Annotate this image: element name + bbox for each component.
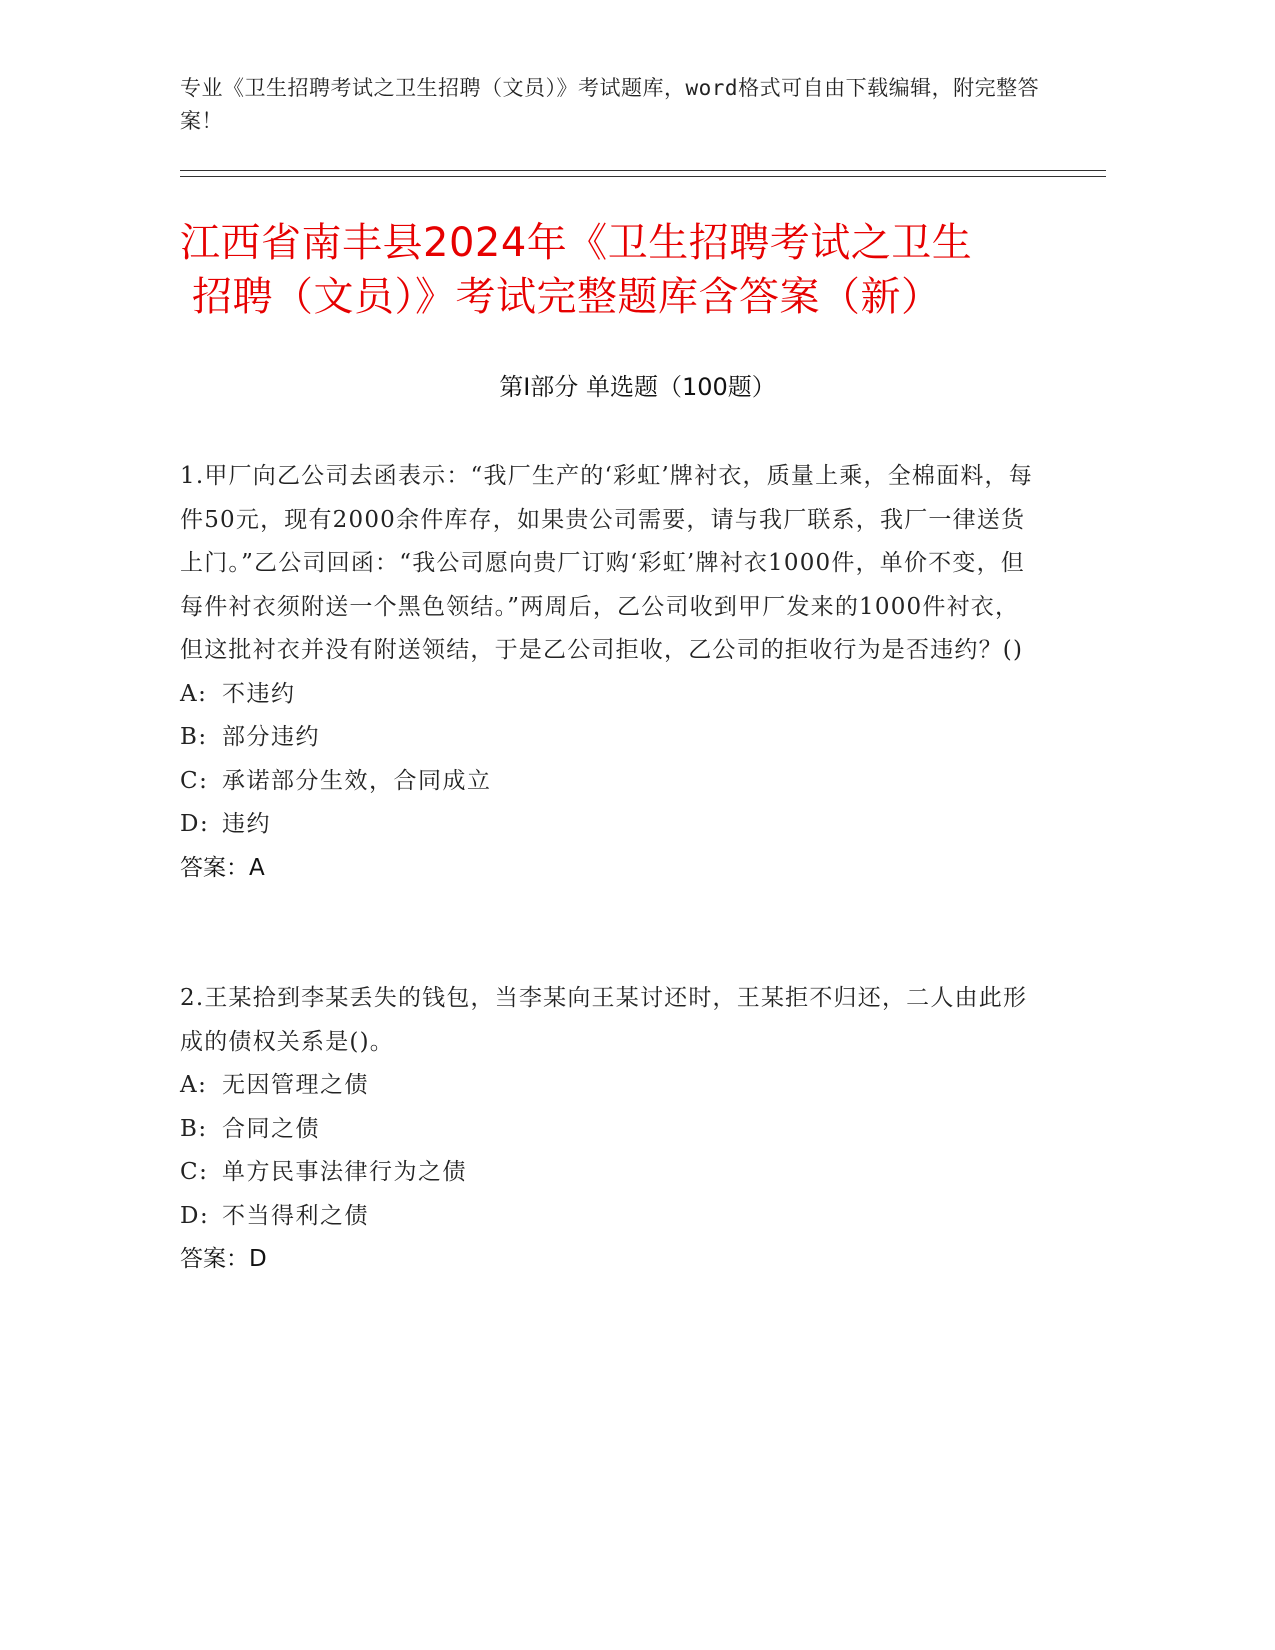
document-title-line1: 江西省南丰县2024年《卫生招聘考试之卫生	[180, 220, 973, 266]
answer-line: 答案：A	[180, 854, 265, 881]
option-key: C:	[180, 1159, 209, 1185]
option-a	[180, 1064, 1040, 1108]
header-divider-top	[180, 170, 1106, 171]
answer-line: 答案：D	[180, 1246, 267, 1272]
option-c	[180, 760, 1040, 804]
question-2	[180, 977, 1040, 1282]
option-key: D:	[180, 1202, 210, 1229]
option-key: A:	[180, 680, 208, 707]
option-key: C:	[180, 767, 209, 794]
option-text: 违约	[222, 811, 271, 837]
question-stem: 1.甲厂向乙公司去函表示：“我厂生产的‘彩虹’牌衬衣，质量上乘，全棉面料，每件50元，现有2000余件库存，如果贵公司需要，请与我厂联系，我厂一律送货上门。”乙公司回函：“我公司愿向贵厂订购‘彩虹’牌衬衣1000件，单价不变，但每件衬衣须附送一个黑色领结。”两周后，乙公司收到甲厂发来的1000件衬衣，但这批衬衣并没有附送领结，于是乙公司拒收，乙公司的拒收行为是否违约？()	[180, 463, 1033, 663]
document-title	[180, 216, 1080, 324]
question-stem: 2.王某拾到李某丢失的钱包，当李某向王某讨还时，王某拒不归还，二人由此形成的债权关系是()。	[180, 985, 1028, 1055]
option-b	[180, 716, 1040, 760]
option-key: B:	[180, 1115, 208, 1142]
option-text: 无因管理之债	[222, 1072, 369, 1098]
option-text: 合同之债	[222, 1115, 320, 1142]
option-key: D:	[180, 811, 210, 837]
option-key: B:	[180, 724, 208, 750]
document-title-line2: 招聘（文员）》考试完整题库含答案（新）	[192, 274, 942, 320]
header-divider-bottom	[180, 176, 1106, 177]
option-text: 部分违约	[222, 724, 320, 750]
option-d	[180, 1195, 1040, 1239]
question-1	[180, 455, 1040, 890]
option-key: A:	[180, 1072, 208, 1098]
option-text: 不违约	[222, 680, 296, 707]
section-title: 第I部分 单选题（100题）	[499, 373, 776, 401]
option-c	[180, 1151, 1040, 1195]
option-text: 不当得利之债	[222, 1202, 369, 1229]
header-note: 专业《卫生招聘考试之卫生招聘（文员）》考试题库，word格式可自由下载编辑，附完整答案！	[180, 76, 1040, 133]
option-b	[180, 1108, 1040, 1152]
option-a	[180, 673, 1040, 717]
option-text: 承诺部分生效，合同成立	[222, 767, 492, 794]
option-d	[180, 803, 1040, 847]
option-text: 单方民事法律行为之债	[222, 1159, 467, 1185]
